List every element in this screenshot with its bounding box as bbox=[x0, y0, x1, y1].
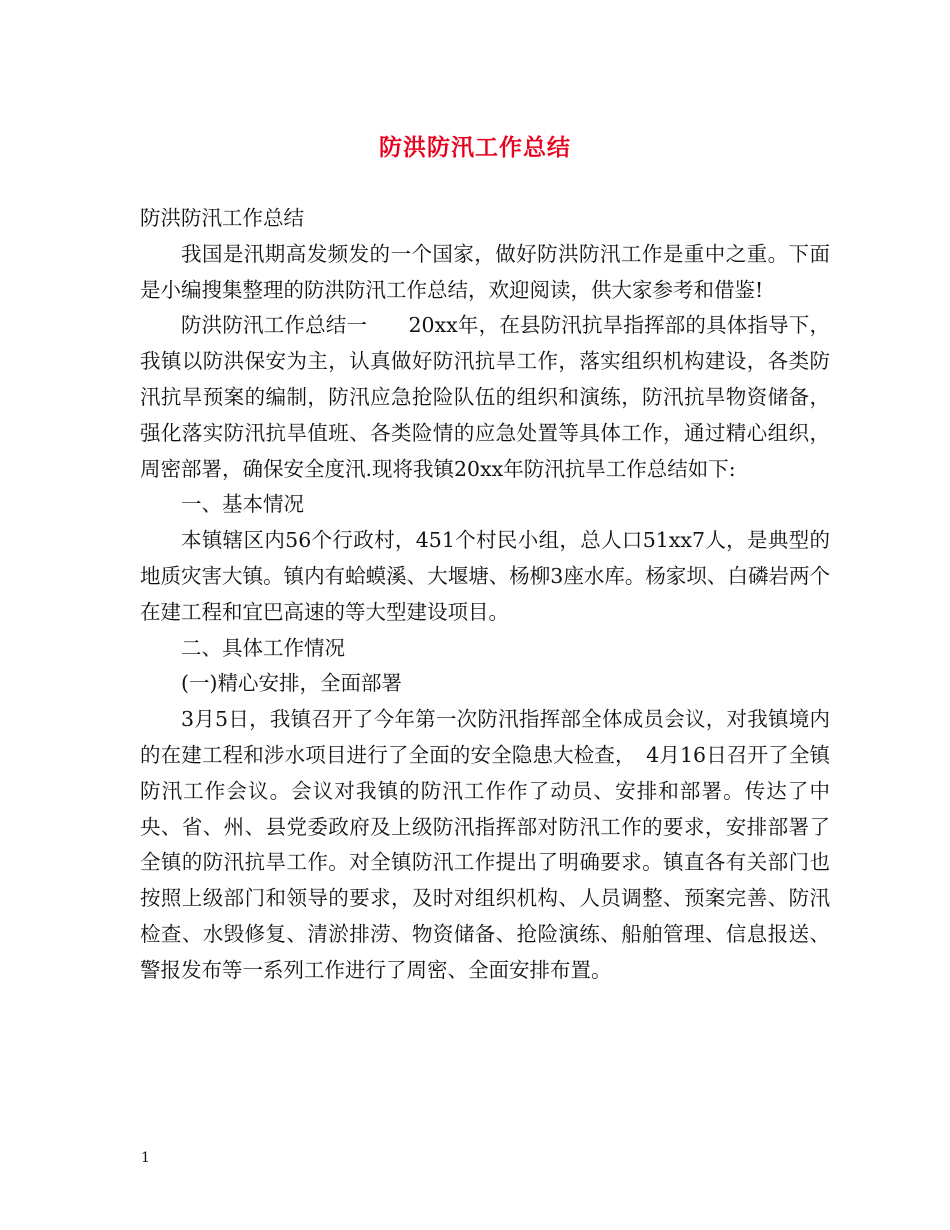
section-heading-work-situation: 二、具体工作情况 bbox=[181, 635, 345, 660]
section-heading-basic-situation: 一、基本情况 bbox=[181, 492, 304, 517]
document-title: 防洪防汛工作总结 bbox=[379, 134, 571, 161]
paragraph-heading: 防洪防汛工作总结 bbox=[140, 206, 304, 230]
paragraph-basic-situation: 本镇辖区内56个行政村，451个村民小组，总人口51xx7人，是典型的地质灾害大镇。镇内有蛤蟆溪、大堰塘、杨柳3座水库。杨家坝、白磷岩两个在建工程和宜巴高速的等大型建设项目。 bbox=[140, 528, 830, 624]
document-body bbox=[140, 201, 830, 989]
paragraph-intro: 我国是汛期高发频发的一个国家，做好防洪防汛工作是重中之重。下面是小编搜集整理的防洪防汛工作总结，欢迎阅读，供大家参考和借鉴! bbox=[140, 241, 830, 302]
paragraph-deployment: 3月5日，我镇召开了今年第一次防汛指挥部全体成员会议，对我镇境内的在建工程和涉水项目进行了全面的安全隐患大检查， 4月16日召开了全镇防汛工作会议。会议对我镇的防汛工作作了动员、安排和部署。传达了中央、省、州、县党委政府及上级防汛指挥部对防汛工作的要求，安排部署了全镇的防汛抗旱工作。对全镇防汛工作提出了明确要求。镇直各有关部门也按照上级部门和领导的要求，及时对组织机构、人员调整、预案完善、防汛检查、水毁修复、清淤排涝、物资储备、抢险演练、船舶管理、信息报送、警报发布等一系列工作进行了周密、全面安排布置。 bbox=[140, 707, 830, 982]
page-number: 1 bbox=[141, 1150, 150, 1166]
paragraph-summary-one: 防洪防汛工作总结一 20xx年，在县防汛抗旱指挥部的具体指导下，我镇以防洪保安为主，认真做好防汛抗旱工作，落实组织机构建设，各类防汛抗旱预案的编制，防汛应急抢险队伍的组织和演练，防汛抗旱物资储备，强化落实防汛抗旱值班、各类险情的应急处置等具体工作，通过精心组织，周密部署，确保安全度汛.现将我镇20xx年防汛抗旱工作总结如下: bbox=[140, 313, 830, 481]
subsection-heading-deployment: (一)精心安排，全面部署 bbox=[181, 671, 402, 696]
